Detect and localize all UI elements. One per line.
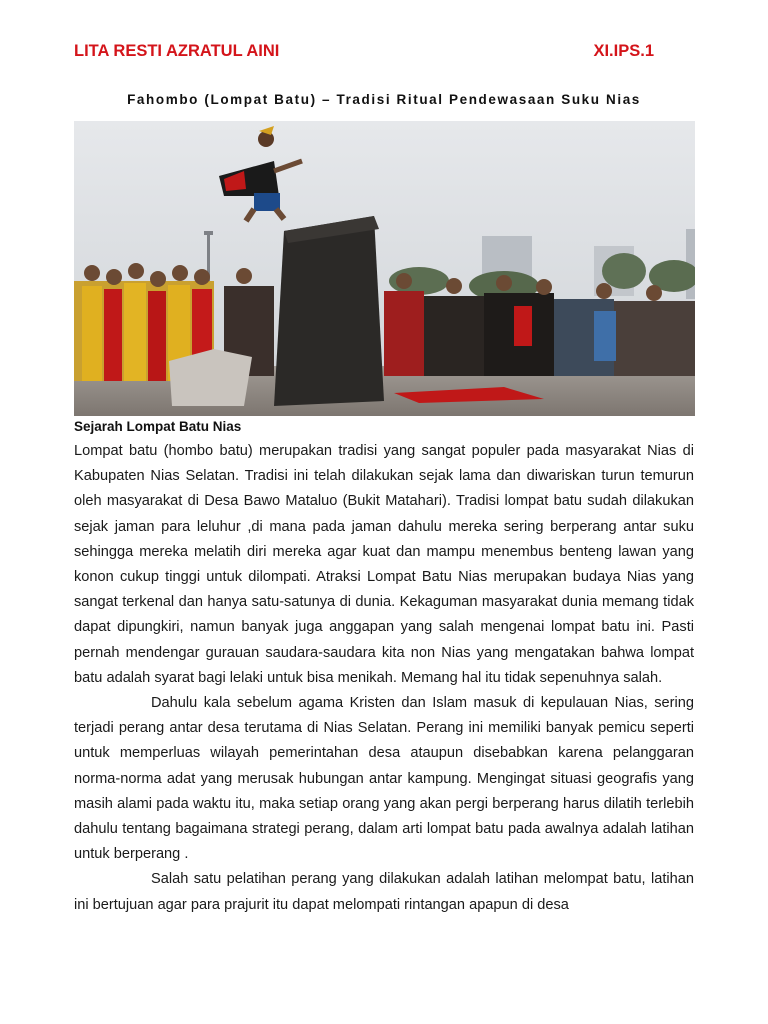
- paragraph-2: Dahulu kala sebelum agama Kristen dan Islam masuk di kepulauan Nias, sering terjadi perang antar desa terutama di Nias Selatan. Perang ini memiliki banyak pemicu seperti untuk memperluas wilayah pemerintahan desa ataupun disebabkan karena pelanggaran norma-norma adat yang merusak hubungan antar kampung. Mengingat situasi geografis yang masih alami pada waktu itu, maka setiap orang yang akan pergi berperang harus dilatih terlebih dahulu tentang bagaimana strategi perang, dalam arti lompat batu pada awalnya adalah latihan untuk berperang .: [74, 695, 694, 863]
- author-name: LITA RESTI AZRATUL AINI: [74, 42, 280, 60]
- section-heading: Sejarah Lompat Batu Nias: [74, 419, 242, 434]
- document-header: [74, 42, 654, 61]
- paragraph-1: Lompat batu (hombo batu) merupakan tradisi yang sangat populer pada masyarakat Nias di Kabupaten Nias Selatan. Tradisi ini telah dilakukan sejak lama dan diwariskan turun temurun oleh masyarakat di Desa Bawo Mataluo (Bukit Matahari). Tradisi lompat batu sudah dilakukan sejak jaman para leluhur ,di mana pada jaman dahulu mereka sering berperang antar suku sehingga mereka melatih diri mereka agar kuat dan mampu menembus benteng lawan yang konon cukup tinggi untuk dilompati. Atraksi Lompat Batu Nias merupakan budaya Nias yang sangat terkenal dan hanya satu-satunya di dunia. Kekaguman masyarakat dunia memang tidak dapat dipungkiri, namun banyak juga anggapan yang salah mengenai lompat batu ini. Pasti pernah mendengar gurauan saudara-saudara kita non Nias yang mengatakan bahwa lompat batu adalah syarat bagi lelaki untuk bisa menikah. Memang hal itu tidak sepenuhnya salah.: [74, 443, 694, 686]
- stone-jumping-photo: [74, 121, 695, 416]
- document-title: Fahombo (Lompat Batu) – Tradisi Ritual Pendewasaan Suku Nias: [127, 92, 641, 107]
- paragraph-3: Salah satu pelatihan perang yang dilakukan adalah latihan melompat batu, latihan ini bertujuan agar para prajurit itu dapat melompati rintangan apapun di desa: [74, 871, 694, 913]
- section-body: [74, 439, 694, 918]
- class-label: XI.IPS.1: [593, 42, 654, 60]
